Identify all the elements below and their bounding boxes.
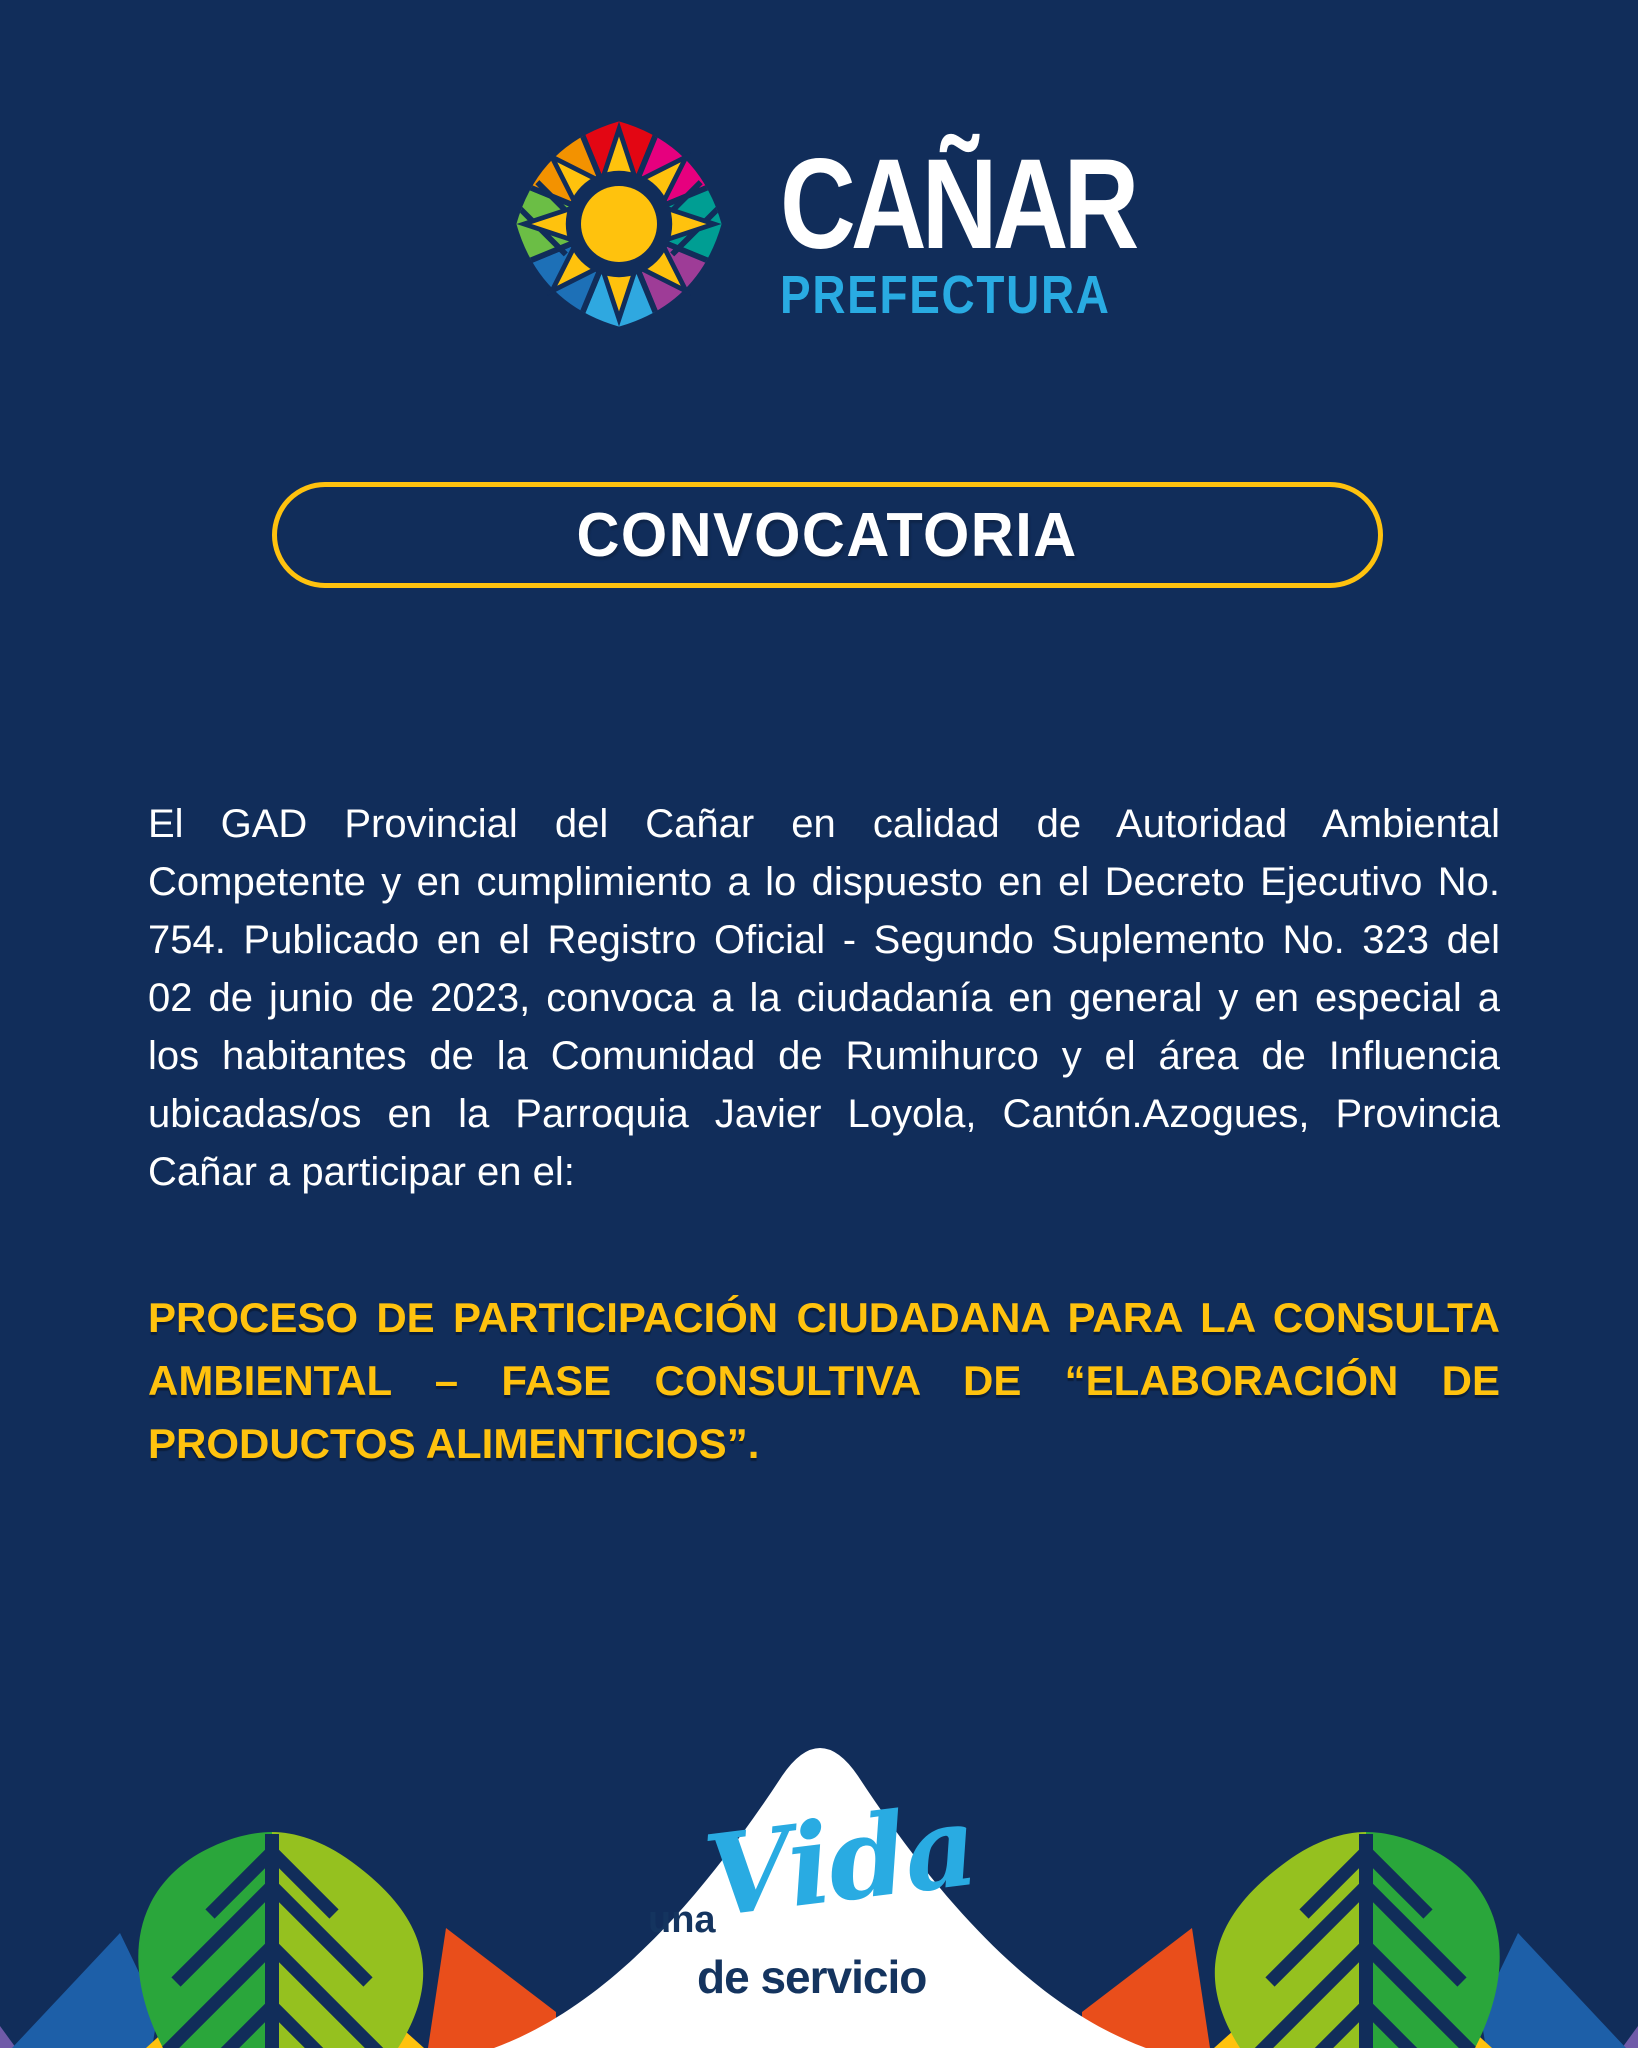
body-paragraph [148,795,1500,1201]
white-mountain-icon [494,1748,1146,2048]
canar-sun-diamond-logo-icon [503,110,735,338]
highlight-line: PRODUCTOS ALIMENTICIOS”. [148,1420,760,1467]
brand-wordmark [780,133,1212,325]
highlight-line: PROCESO DE PARTICIPACIÓN CIUDADANA PARA LA CONSULTA [148,1294,1500,1341]
leaf-cluster-right-icon [1082,1820,1638,2048]
slogan-word: Vida [698,1780,983,1943]
body-line: 02 de junio de 2023, convoca a la ciudadanía en general y en especial a [148,976,1500,1020]
body-line: los habitantes de la Comunidad de Rumihurco y el área de Influencia [148,1034,1500,1078]
convocatoria-banner [272,482,1383,588]
body-line: ubicadas/os en la Parroquia Javier Loyola, Cantón.Azogues, Provincia [148,1092,1500,1136]
slogan-suffix: de servicio [697,1951,927,2003]
highlight-line: AMBIENTAL – FASE CONSULTIVA DE “ELABORACIÓN DE [148,1357,1500,1404]
brand-header [0,0,1638,380]
leaf-cluster-left-icon [0,1820,556,2048]
highlight-title [148,1286,1500,1475]
brand-name: CAÑAR [780,133,1135,276]
body-line: El GAD Provincial del Cañar en calidad de Autoridad Ambiental [148,802,1500,846]
body-line: Competente y en cumplimiento a lo dispuesto en el Decreto Ejecutivo No. [148,860,1500,904]
body-line: Cañar a participar en el: [148,1150,575,1194]
body-line: 754. Publicado en el Registro Oficial - Segundo Suplemento No. 323 del [148,918,1500,962]
slogan-prefix: una [648,1899,716,1941]
banner-title: CONVOCATORIA [576,500,1079,570]
bottom-decoration [0,1738,1638,2048]
brand-subtitle: PREFECTURA [780,265,1111,325]
